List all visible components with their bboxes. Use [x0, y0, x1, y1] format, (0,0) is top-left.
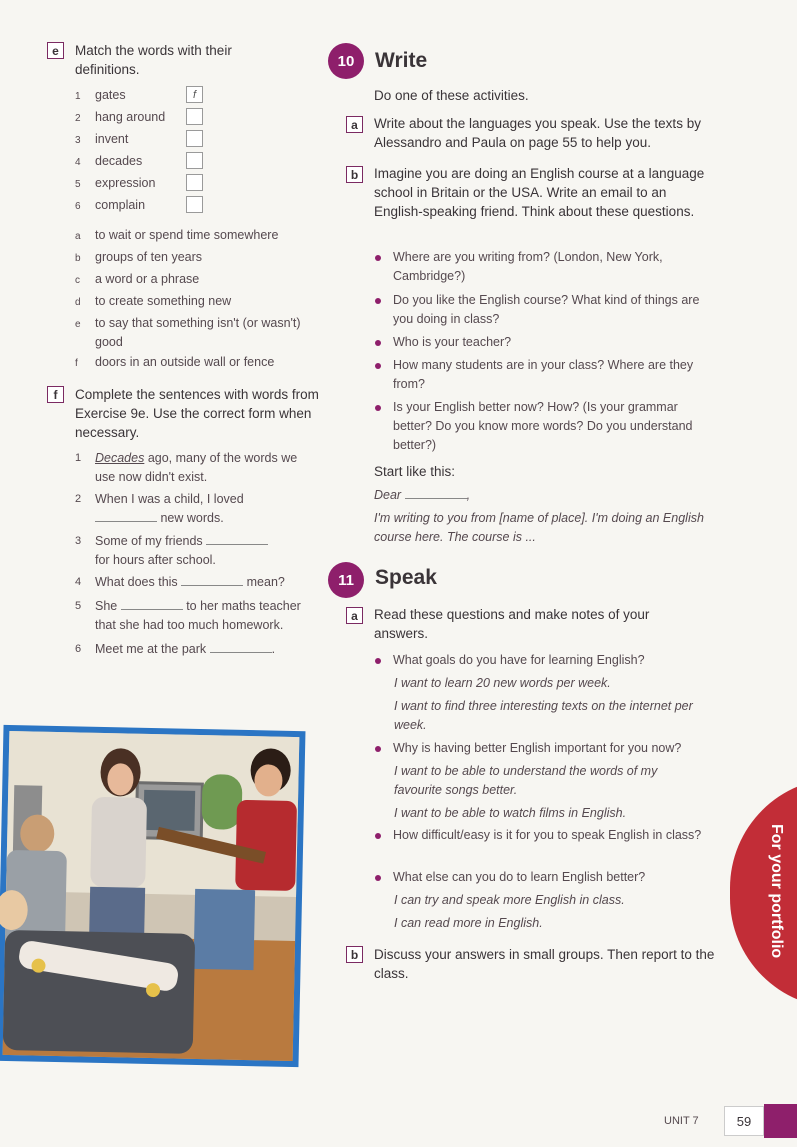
sentence-3	[75, 532, 315, 570]
sentence-text: Meet me at the park	[95, 642, 210, 656]
answer-blank[interactable]	[121, 598, 183, 610]
section-title: Write	[375, 49, 428, 72]
sentence-2	[75, 490, 315, 528]
sentence-number: 2	[75, 493, 82, 505]
sentence-number: 1	[75, 452, 82, 464]
definition-text: to create something new	[95, 294, 232, 308]
question-bullet: Who is your teacher?	[373, 333, 713, 352]
speak-a-marker: a	[346, 607, 363, 624]
word-item-1	[75, 86, 126, 106]
unit-label: UNIT 7	[664, 1115, 699, 1127]
sentence-text: ago, many of the words we use now didn't exist.	[95, 451, 298, 484]
speak-a-text: Read these questions and make notes of your answers.	[374, 607, 650, 641]
page-number: 59	[724, 1106, 764, 1136]
classroom-photo	[0, 725, 305, 1067]
portfolio-tab	[730, 778, 797, 1008]
definition-item	[75, 248, 325, 268]
answer-blank[interactable]	[206, 533, 268, 545]
sentence-text: for hours after school.	[95, 553, 216, 567]
answer-box-3[interactable]	[186, 130, 203, 147]
speak-b-text: Discuss your answers in small groups. Then report to the class.	[374, 947, 715, 981]
word-text: invent	[95, 132, 129, 146]
example-answer: I want to find three interesting texts on the internet per week.	[394, 699, 693, 732]
question-bullet: Is your English better now? How? (Is your grammar better? Do you know more words? Do you understand better?)	[373, 398, 708, 455]
write-a-marker: a	[346, 116, 363, 133]
greeting-comma: ,	[466, 488, 471, 502]
definition-letter: f	[75, 358, 78, 369]
sample-opening: I'm writing to you from [name of place]. I'm doing an English course here. The course is ...	[374, 511, 704, 544]
word-text: expression	[95, 176, 156, 190]
sentence-number: 5	[75, 600, 82, 612]
question-bullet: What else can you do to learn English better?	[373, 868, 718, 887]
sentence-number: 3	[75, 535, 82, 547]
footer-accent	[764, 1104, 797, 1138]
question-bullet: How difficult/easy is it for you to speak English in class?	[373, 826, 708, 845]
example-answer: I can read more in English.	[394, 916, 543, 930]
answer-box-4[interactable]	[186, 152, 203, 169]
sentence-text: What does this	[95, 575, 182, 589]
letter-greeting	[374, 486, 470, 505]
write-intro: Do one of these activities.	[374, 88, 529, 103]
sentence-5	[75, 597, 315, 635]
question-bullet: Where are you writing from? (London, New York, Cambridge?)	[373, 248, 713, 286]
sentence-text: When I was a child, I loved	[95, 492, 244, 506]
write-b-text: Imagine you are doing an English course at a language school in Britain or the USA. Write an email to an English-speaking friend. Think about these questions.	[374, 166, 705, 219]
word-text: gates	[95, 88, 126, 102]
answer-blank[interactable]	[210, 641, 272, 653]
word-text: complain	[95, 198, 146, 212]
item-number: 5	[75, 179, 81, 190]
word-item-3	[75, 130, 128, 150]
definition-text: to wait or spend time somewhere	[95, 228, 279, 242]
definition-letter: c	[75, 275, 80, 286]
word-item-2	[75, 108, 165, 128]
definition-letter: a	[75, 231, 81, 242]
sentence-6	[75, 640, 315, 659]
definition-letter: d	[75, 297, 81, 308]
question-bullet: How many students are in your class? Where are they from?	[373, 356, 718, 394]
item-number: 1	[75, 91, 81, 102]
item-number: 4	[75, 157, 81, 168]
write-a-text: Write about the languages you speak. Use the texts by Alessandro and Paula on page 55 to help you.	[374, 116, 701, 150]
item-number: 2	[75, 113, 81, 124]
definition-text: a word or a phrase	[95, 272, 200, 286]
section-number-badge: 10	[328, 43, 364, 79]
answer-box-5[interactable]	[186, 174, 203, 191]
exercise-f-instruction: Complete the sentences with words from Exercise 9e. Use the correct form when necessary.	[75, 387, 319, 440]
name-blank[interactable]	[405, 487, 467, 499]
definition-item	[75, 353, 325, 373]
speak-b-marker: b	[346, 946, 363, 963]
sentence-4	[75, 573, 315, 592]
exercise-f-marker: f	[47, 386, 64, 403]
sample-answer: Decades	[95, 451, 145, 465]
question-bullet: Do you like the English course? What kind of things are you doing in class?	[373, 291, 713, 329]
sentence-text: new words.	[157, 511, 224, 525]
sentence-number: 4	[75, 576, 82, 588]
definition-text: to say that something isn't (or wasn't) good	[95, 316, 301, 349]
greeting-word: Dear	[374, 488, 402, 502]
answer-box-1[interactable]: f	[186, 86, 203, 103]
word-text: hang around	[95, 110, 166, 124]
definition-item	[75, 270, 325, 290]
question-bullet: Why is having better English important for you now?	[373, 739, 718, 758]
write-b-marker: b	[346, 166, 363, 183]
sentence-text: to her maths teacher that she had too much homework.	[95, 599, 301, 632]
word-item-4	[75, 152, 142, 172]
definition-text: groups of ten years	[95, 250, 203, 264]
definition-letter: e	[75, 319, 81, 330]
answer-blank[interactable]	[95, 510, 157, 522]
sentence-number: 6	[75, 643, 82, 655]
start-label: Start like this:	[374, 464, 456, 479]
answer-blank[interactable]	[181, 574, 243, 586]
definition-letter: b	[75, 253, 81, 264]
definition-item	[75, 292, 325, 312]
sentence-1	[75, 449, 315, 487]
word-item-6	[75, 196, 145, 216]
answer-box-2[interactable]	[186, 108, 203, 125]
sentence-text: mean?	[243, 575, 285, 589]
definition-item	[75, 314, 330, 352]
word-item-5	[75, 174, 155, 194]
item-number: 3	[75, 135, 81, 146]
portfolio-label: For your portfolio	[768, 823, 785, 959]
item-number: 6	[75, 201, 81, 212]
sentence-text: She	[95, 599, 121, 613]
example-answer: I can try and speak more English in class.	[394, 893, 625, 907]
students-illustration	[0, 725, 305, 1067]
answer-box-6[interactable]	[186, 196, 203, 213]
definition-item	[75, 226, 325, 246]
word-text: decades	[95, 154, 143, 168]
section-title: Speak	[375, 566, 437, 589]
example-answer: I want to be able to watch films in English.	[394, 806, 627, 820]
section-number-badge: 11	[328, 562, 364, 598]
sentence-text: Some of my friends	[95, 534, 207, 548]
example-answer: I want to learn 20 new words per week.	[394, 676, 611, 690]
definition-text: doors in an outside wall or fence	[95, 355, 275, 369]
sentence-text: .	[271, 642, 276, 656]
exercise-e-instruction: Match the words with their definitions.	[75, 43, 232, 77]
question-bullet: What goals do you have for learning English?	[373, 651, 718, 670]
example-answer: I want to be able to understand the words of my favourite songs better.	[394, 764, 658, 797]
exercise-e-marker: e	[47, 42, 64, 59]
